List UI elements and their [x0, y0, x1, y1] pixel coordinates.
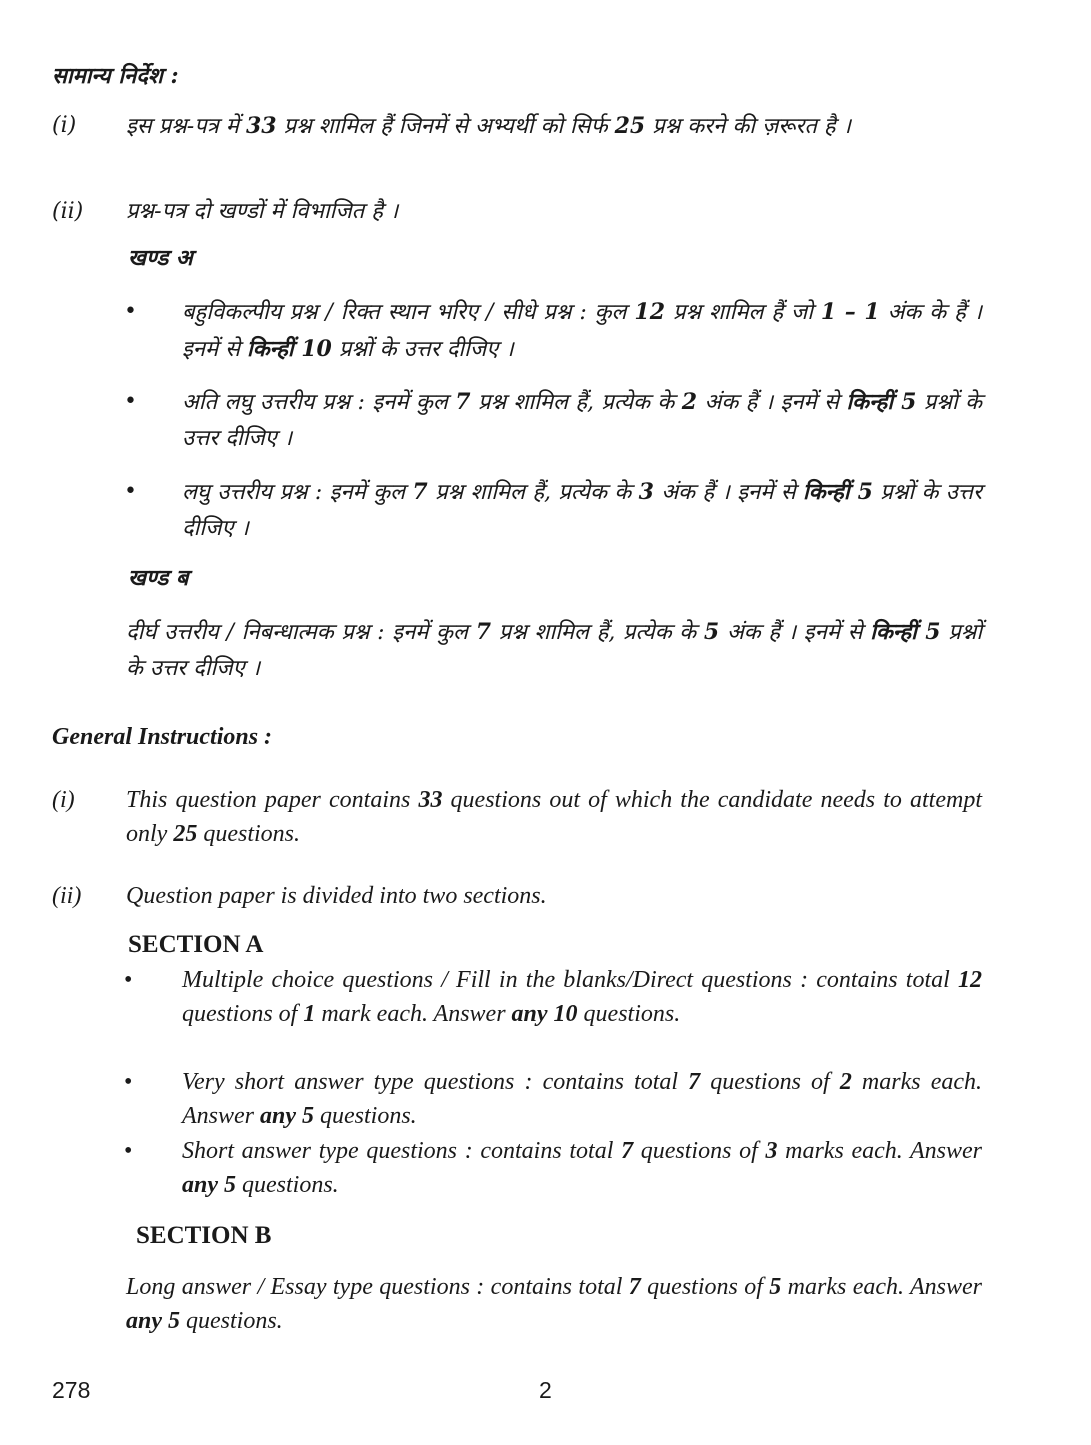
item-number: (ii)	[52, 883, 82, 909]
english-instruction-2	[52, 879, 982, 913]
bullet-text: बहुविकल्पीय प्रश्न / रिक्त स्थान भरिए / सीधे प्रश्न : कुल 12 प्रश्न शामिल हैं जो 1 – 1 अंक के हैं । इनमें से किन्हीं 10 प्रश्नों के उत्तर दीजिए ।	[182, 299, 983, 362]
english-section-b-title: SECTION B	[136, 1222, 272, 1249]
english-section-b-text: Long answer / Essay type questions : contains total 7 questions of 5 marks each. Answer any 5 questions.	[126, 1274, 982, 1334]
bullet-icon: •	[124, 1138, 133, 1164]
bullet-icon: •	[124, 1069, 133, 1095]
bullet-icon: •	[124, 389, 137, 414]
bullet-text: Multiple choice questions / Fill in the blanks/Direct questions : contains total 12 questions of 1 mark each. Answer any 10 questions.	[182, 967, 982, 1027]
bullet-text: Short answer type questions : contains total 7 questions of 3 marks each. Answer any 5 questions.	[182, 1138, 983, 1198]
hindi-section-a-bullet-2	[120, 384, 982, 457]
hindi-heading: सामान्य निर्देश :	[52, 63, 179, 89]
bullet-icon: •	[124, 299, 137, 324]
hindi-section-a-bullet-3	[120, 474, 982, 547]
item-number: (i)	[52, 787, 75, 813]
hindi-instruction-2	[52, 194, 982, 230]
bullet-text: लघु उत्तरीय प्रश्न : इनमें कुल 7 प्रश्न शामिल हैं, प्रत्येक के 3 अंक हैं । इनमें से किन्हीं 5 प्रश्नों के उत्तर दीजिए ।	[182, 479, 982, 541]
bullet-text: अति लघु उत्तरीय प्रश्न : इनमें कुल 7 प्रश्न शामिल हैं, प्रत्येक के 2 अंक हैं । इनमें से किन्हीं 5 प्रश्नों के उत्तर दीजिए ।	[182, 389, 982, 451]
hindi-section-a-title: खण्ड अ	[128, 245, 193, 271]
english-section-a-bullet-2	[120, 1065, 982, 1133]
item-number: (ii)	[52, 199, 84, 224]
english-instruction-1	[52, 783, 982, 851]
english-heading: General Instructions :	[52, 724, 273, 750]
item-number: (i)	[52, 113, 77, 138]
paper-code: 278	[52, 1377, 91, 1403]
hindi-section-b-title: खण्ड ब	[128, 565, 189, 591]
bullet-icon: •	[124, 967, 133, 993]
item-text: Question paper is divided into two sections.	[126, 883, 547, 909]
item-text: प्रश्न-पत्र दो खण्डों में विभाजित है ।	[126, 199, 399, 224]
item-text: This question paper contains 33 questions out of which the candidate needs to attempt only 25 questions.	[126, 787, 982, 847]
hindi-instruction-1	[52, 108, 982, 145]
english-section-a-bullet-3	[120, 1134, 982, 1202]
bullet-text: Very short answer type questions : contains total 7 questions of 2 marks each. Answer any 5 questions.	[182, 1069, 983, 1129]
page-number: 2	[539, 1377, 552, 1403]
item-text: इस प्रश्न-पत्र में 33 प्रश्न शामिल हैं जिनमें से अभ्यर्थी को सिर्फ 25 प्रश्न करने की ज़रूरत है ।	[126, 113, 851, 139]
hindi-section-a-bullet-1	[120, 294, 982, 368]
hindi-section-b-text: दीर्घ उत्तरीय / निबन्धात्मक प्रश्न : इनमें कुल 7 प्रश्न शामिल हैं, प्रत्येक के 5 अंक हैं । इनमें से किन्हीं 5 प्रश्नों के उत्तर दीजिए ।	[126, 619, 983, 681]
english-section-a-title: SECTION A	[128, 931, 264, 958]
bullet-icon: •	[124, 479, 137, 504]
english-section-a-bullet-1	[120, 963, 982, 1031]
